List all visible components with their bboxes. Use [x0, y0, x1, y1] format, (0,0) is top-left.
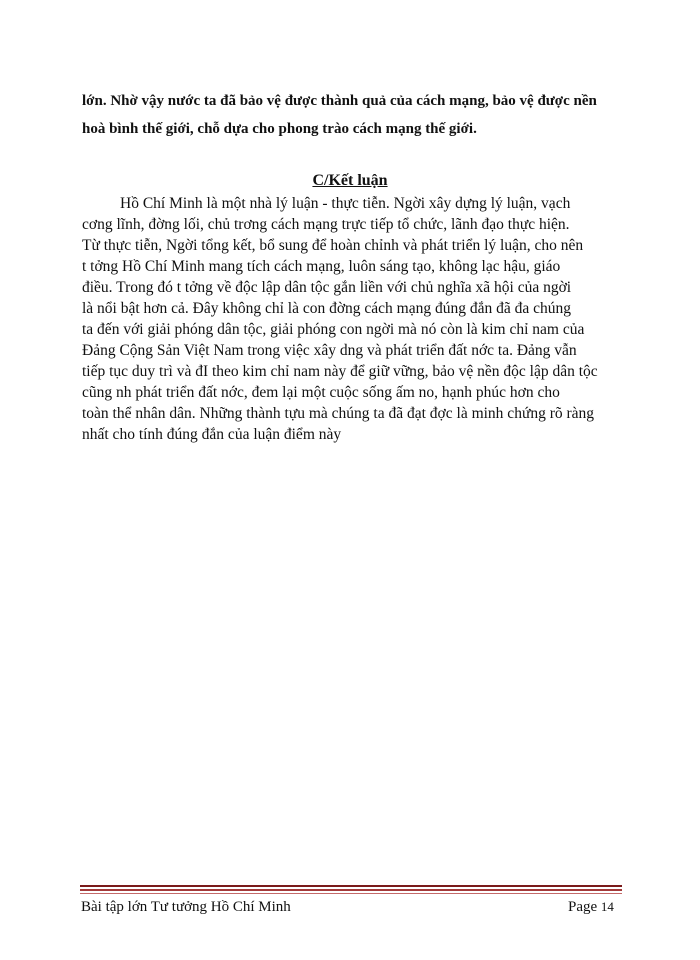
paragraph-line: Đảng Cộng Sản Việt Nam trong việc xây dng và phát triển đất nớc ta. Đảng vẫn	[82, 342, 577, 359]
footer-rule	[80, 893, 622, 894]
footer-title: Bài tập lớn Tư tưởng Hồ Chí Minh	[81, 899, 291, 915]
page-label: Page	[568, 899, 598, 915]
paragraph-line: nhất cho tính đúng đắn của luận điểm này	[82, 426, 342, 443]
paragraph-line: cũng nh phát triển đất nớc, đem lại một cuộc sống ấm no, hạnh phúc hơn cho	[82, 384, 560, 401]
paragraph-line: t tởng Hồ Chí Minh mang tích cách mạng, luôn sáng tạo, không lạc hậu, giáo	[82, 258, 561, 275]
footer-rule	[80, 885, 622, 887]
page-number: 14	[600, 899, 614, 914]
intro-line-1: lớn. Nhờ vậy nước ta đã bảo vệ được thành quả của cách mạng, bảo vệ được nền	[82, 93, 597, 109]
paragraph-line: cơng lĩnh, đờng lối, chủ trơng cách mạng trực tiếp tổ chức, lãnh đạo thực hiện.	[82, 216, 570, 233]
paragraph-line: ta đến với giải phóng dân tộc, giải phóng con ngời mà nó còn là kim chỉ nam của	[82, 321, 585, 338]
section-heading: C/Kết luận	[312, 172, 388, 189]
paragraph-line: là nổi bật hơn cả. Đây không chỉ là con đờng cách mạng đúng đắn đã đa chúng	[82, 300, 571, 317]
paragraph-line: tiếp tục duy trì và đI theo kim chỉ nam này để giữ vững, bảo vệ nền độc lập dân tộc	[82, 363, 598, 380]
paragraph-line: toàn thể nhân dân. Những thành tựu mà chúng ta đã đạt đợc là minh chứng rõ ràng	[82, 405, 595, 422]
footer-rule	[80, 889, 622, 891]
intro-line-2: hoà bình thế giới, chỗ dựa cho phong trào cách mạng thế giới.	[82, 121, 477, 137]
paragraph-line: Từ thực tiễn, Ngời tổng kết, bổ sung để hoàn chỉnh và phát triển lý luận, cho nên	[82, 237, 584, 254]
paragraph-line: điều. Trong đó t tởng về độc lập dân tộc gắn liền với chủ nghĩa xã hội của ngời	[82, 279, 572, 296]
page-number-area	[568, 899, 614, 916]
paragraph-line: Hồ Chí Minh là một nhà lý luận - thực tiễn. Ngời xây dựng lý luận, vạch	[120, 195, 571, 212]
